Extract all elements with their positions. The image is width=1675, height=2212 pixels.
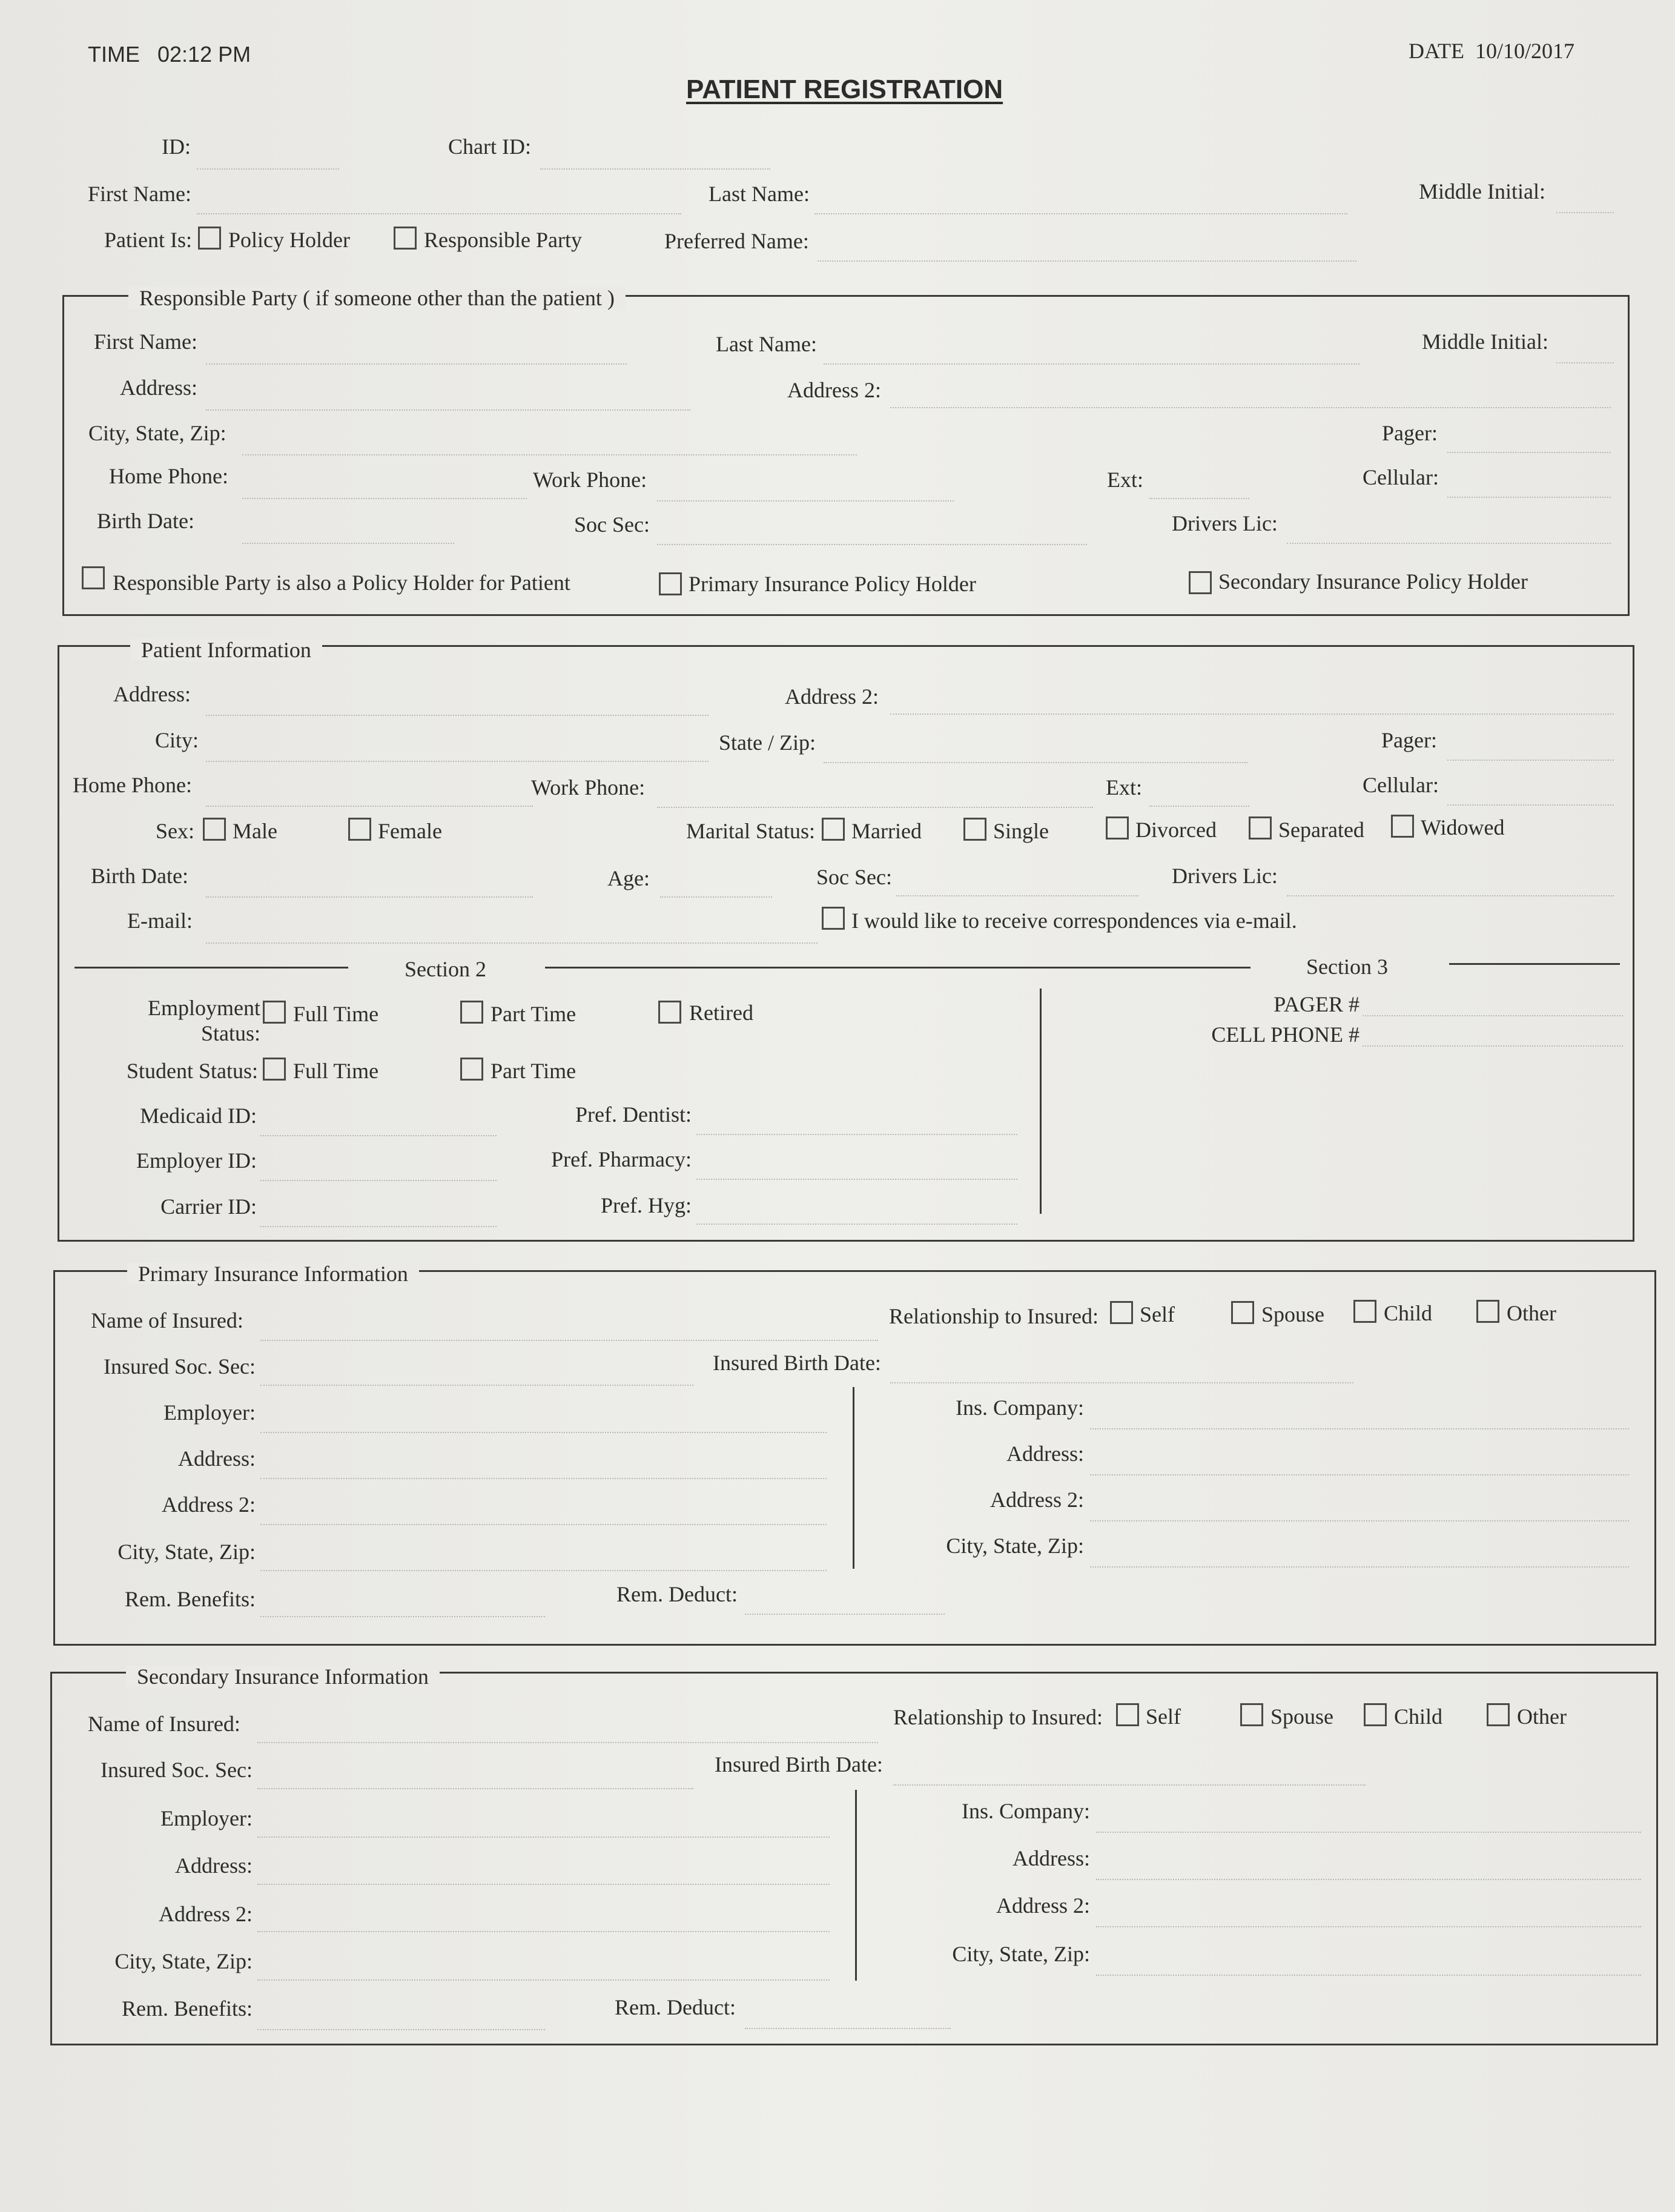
pt-cellular-label: Cellular:: [1363, 773, 1439, 797]
employment-retired-checkbox[interactable]: [658, 1001, 681, 1024]
pt-separated-label: Separated: [1278, 818, 1364, 842]
pi-rem-benefits-label: Rem. Benefits:: [125, 1587, 256, 1611]
pt-marital-status-label: Marital Status:: [686, 819, 815, 843]
pi-relationship-label: Relationship to Insured:: [889, 1304, 1098, 1328]
employment-part-time-checkbox[interactable]: [460, 1001, 483, 1024]
pi-name-of-insured-field[interactable]: [260, 1340, 878, 1341]
si-vertical-divider: [855, 1790, 857, 1981]
pi-insured-soc-sec-field[interactable]: [260, 1385, 693, 1386]
pi-employer-field[interactable]: [260, 1432, 827, 1433]
pt-birth-date-label: Birth Date:: [91, 864, 188, 888]
chart-id-label: Chart ID:: [448, 134, 531, 159]
si-name-of-insured-label: Name of Insured:: [88, 1712, 240, 1736]
pt-female-label: Female: [378, 819, 442, 843]
si-ins-city-state-zip-field[interactable]: [1096, 1975, 1641, 1976]
pt-city-field[interactable]: [206, 761, 709, 762]
si-child-label: Child: [1394, 1704, 1443, 1729]
pi-address-label: Address:: [178, 1446, 256, 1471]
si-other-label: Other: [1517, 1704, 1567, 1729]
employment-part-time-label: Part Time: [491, 1002, 577, 1026]
pi-city-state-zip-field[interactable]: [260, 1570, 827, 1571]
section-vertical-divider: [1040, 988, 1042, 1214]
pt-married-checkbox[interactable]: [822, 818, 845, 841]
first-name-label: First Name:: [88, 182, 191, 206]
si-address-label: Address:: [175, 1853, 253, 1878]
pt-address2-field[interactable]: [890, 714, 1614, 715]
si-ins-address2-field[interactable]: [1096, 1926, 1641, 1927]
pi-spouse-checkbox[interactable]: [1231, 1301, 1254, 1324]
si-ins-address-field[interactable]: [1096, 1879, 1641, 1880]
first-name-field[interactable]: [197, 213, 681, 214]
pt-email-opt-in-checkbox[interactable]: [822, 907, 845, 930]
pi-insured-birth-date-label: Insured Birth Date:: [713, 1351, 881, 1375]
pi-insured-birth-date-field[interactable]: [890, 1382, 1353, 1383]
pref-dentist-label: Pref. Dentist:: [575, 1102, 692, 1127]
primary-insurance-section: [53, 1270, 1656, 1646]
pt-soc-sec-field[interactable]: [896, 895, 1138, 896]
si-spouse-checkbox[interactable]: [1240, 1703, 1263, 1726]
rp-cellular-field[interactable]: [1447, 497, 1611, 498]
responsible-party-checkbox[interactable]: [394, 227, 417, 250]
rp-drivers-lic-field[interactable]: [1287, 543, 1611, 544]
preferred-name-field[interactable]: [818, 260, 1356, 262]
section3-heading: Section 3: [1306, 955, 1388, 979]
employment-status-label-1: Employment: [148, 996, 260, 1020]
pt-birth-date-field[interactable]: [206, 896, 533, 898]
pt-widowed-checkbox[interactable]: [1391, 815, 1414, 838]
rp-address-label: Address:: [120, 376, 197, 400]
pi-spouse-label: Spouse: [1261, 1302, 1325, 1326]
rp-pager-field[interactable]: [1447, 452, 1611, 453]
policy-holder-label: Policy Holder: [228, 228, 350, 252]
pi-self-label: Self: [1140, 1302, 1175, 1326]
rp-pager-label: Pager:: [1382, 421, 1438, 445]
pt-single-label: Single: [993, 819, 1049, 843]
pt-address-label: Address:: [113, 682, 191, 706]
pt-widowed-label: Widowed: [1421, 815, 1505, 839]
medicaid-id-field[interactable]: [260, 1135, 497, 1136]
pt-state-zip-label: State / Zip:: [719, 730, 816, 755]
pt-single-checkbox[interactable]: [963, 818, 986, 841]
pi-ins-city-state-zip-field[interactable]: [1090, 1566, 1629, 1568]
student-status-label: Student Status:: [126, 1059, 258, 1083]
student-part-time-checkbox[interactable]: [460, 1058, 483, 1081]
rp-last-name-field[interactable]: [824, 363, 1359, 365]
employment-full-time-label: Full Time: [293, 1002, 379, 1026]
student-part-time-label: Part Time: [491, 1059, 577, 1083]
si-spouse-label: Spouse: [1270, 1704, 1334, 1729]
pt-divorced-label: Divorced: [1135, 818, 1217, 842]
pt-email-opt-in-label: I would like to receive correspondences via e-mail.: [851, 909, 1297, 933]
rp-cellular-label: Cellular:: [1363, 465, 1439, 489]
pi-name-of-insured-label: Name of Insured:: [91, 1308, 243, 1333]
pager-hash-label: PAGER #: [1274, 992, 1359, 1016]
pi-self-checkbox[interactable]: [1110, 1301, 1133, 1324]
employment-full-time-checkbox[interactable]: [263, 1001, 286, 1024]
rp-city-state-zip-field[interactable]: [242, 454, 857, 455]
section2-divider-right: [545, 967, 1250, 969]
last-name-label: Last Name:: [709, 182, 810, 206]
si-rem-benefits-field[interactable]: [257, 2029, 545, 2030]
section2-divider-left: [74, 967, 348, 969]
si-rem-deduct-field[interactable]: [745, 2028, 951, 2029]
policy-holder-checkbox[interactable]: [198, 227, 221, 250]
carrier-id-label: Carrier ID:: [160, 1194, 257, 1219]
rp-primary-holder-checkbox[interactable]: [659, 572, 682, 595]
si-address-field[interactable]: [257, 1884, 830, 1885]
pi-ins-address2-label: Address 2:: [990, 1488, 1084, 1512]
id-label: ID:: [162, 134, 191, 159]
rp-soc-sec-field[interactable]: [657, 544, 1087, 545]
middle-initial-label: Middle Initial:: [1419, 179, 1545, 204]
pt-state-zip-field[interactable]: [824, 762, 1247, 763]
si-relationship-label: Relationship to Insured:: [893, 1705, 1103, 1729]
pt-home-phone-label: Home Phone:: [73, 773, 192, 797]
si-address2-field[interactable]: [257, 1931, 830, 1932]
pi-ins-company-label: Ins. Company:: [956, 1396, 1084, 1420]
date-value: 10/10/2017: [1475, 39, 1575, 63]
pref-dentist-field[interactable]: [696, 1134, 1017, 1135]
pi-city-state-zip-label: City, State, Zip:: [117, 1540, 256, 1564]
pt-cellular-field[interactable]: [1447, 804, 1614, 806]
rp-home-phone-label: Home Phone:: [109, 464, 228, 488]
pi-employer-label: Employer:: [164, 1400, 256, 1425]
pt-home-phone-field[interactable]: [206, 806, 533, 807]
employment-status-label-2: Status:: [200, 1021, 260, 1045]
rp-also-policy-holder-label: Responsible Party is also a Policy Holder for Patient: [113, 571, 570, 595]
employment-retired-label: Retired: [689, 1001, 753, 1025]
employer-id-field[interactable]: [260, 1180, 497, 1181]
student-full-time-label: Full Time: [293, 1059, 379, 1083]
rp-secondary-holder-label: Secondary Insurance Policy Holder: [1218, 569, 1528, 594]
pager-hash-field[interactable]: [1363, 1015, 1623, 1016]
si-employer-label: Employer:: [160, 1806, 253, 1830]
pi-address-field[interactable]: [260, 1478, 827, 1479]
rp-primary-holder-label: Primary Insurance Policy Holder: [689, 572, 976, 596]
carrier-id-field[interactable]: [260, 1226, 497, 1227]
si-insured-birth-date-label: Insured Birth Date:: [715, 1752, 883, 1777]
rp-work-phone-label: Work Phone:: [533, 468, 647, 492]
section2-heading: Section 2: [405, 957, 486, 981]
si-rem-benefits-label: Rem. Benefits:: [122, 1996, 253, 2021]
si-child-checkbox[interactable]: [1364, 1703, 1387, 1726]
pi-ins-city-state-zip-label: City, State, Zip:: [946, 1534, 1084, 1558]
responsible-party-label: Responsible Party: [424, 228, 582, 252]
patient-is-label: Patient Is:: [104, 228, 192, 252]
pt-address-field[interactable]: [206, 715, 709, 716]
pref-pharmacy-label: Pref. Pharmacy:: [551, 1147, 692, 1171]
si-city-state-zip-field[interactable]: [257, 1979, 830, 1981]
id-field[interactable]: [197, 168, 339, 170]
student-full-time-checkbox[interactable]: [263, 1058, 286, 1081]
cell-phone-hash-field[interactable]: [1363, 1045, 1623, 1047]
rp-middle-initial-field[interactable]: [1556, 362, 1614, 363]
pi-address2-field[interactable]: [260, 1524, 827, 1525]
pt-soc-sec-label: Soc Sec:: [816, 865, 892, 889]
patient-information-legend: Patient Information: [130, 639, 322, 661]
last-name-field[interactable]: [814, 213, 1347, 214]
pref-hyg-label: Pref. Hyg:: [601, 1193, 692, 1217]
pt-female-checkbox[interactable]: [348, 818, 371, 841]
pt-male-label: Male: [233, 819, 277, 843]
si-ins-company-label: Ins. Company:: [962, 1799, 1090, 1823]
si-employer-field[interactable]: [257, 1836, 830, 1838]
medicaid-id-label: Medicaid ID:: [140, 1104, 257, 1128]
rp-first-name-field[interactable]: [206, 363, 627, 365]
si-other-checkbox[interactable]: [1487, 1703, 1510, 1726]
rp-last-name-label: Last Name:: [716, 332, 817, 356]
pt-age-label: Age:: [607, 866, 650, 890]
si-insured-soc-sec-label: Insured Soc. Sec:: [101, 1758, 253, 1782]
si-ins-city-state-zip-label: City, State, Zip:: [952, 1942, 1090, 1966]
rp-secondary-holder-checkbox[interactable]: [1189, 571, 1212, 594]
pt-separated-checkbox[interactable]: [1249, 816, 1272, 839]
pi-vertical-divider: [853, 1387, 854, 1569]
rp-address2-field[interactable]: [890, 407, 1611, 408]
pt-work-phone-label: Work Phone:: [531, 775, 646, 800]
rp-home-phone-field[interactable]: [242, 498, 527, 499]
rp-ext-field[interactable]: [1149, 498, 1249, 499]
pt-ext-label: Ext:: [1106, 775, 1142, 800]
si-ins-address2-label: Address 2:: [996, 1893, 1090, 1918]
chart-id-field[interactable]: [540, 168, 770, 170]
si-ins-address-label: Address:: [1013, 1846, 1090, 1870]
rp-drivers-lic-label: Drivers Lic:: [1172, 511, 1278, 535]
pi-child-checkbox[interactable]: [1353, 1300, 1376, 1323]
rp-middle-initial-label: Middle Initial:: [1422, 329, 1548, 354]
rp-first-name-label: First Name:: [94, 329, 197, 354]
pt-city-label: City:: [155, 728, 199, 752]
pi-ins-company-field[interactable]: [1090, 1428, 1629, 1429]
pt-drivers-lic-field[interactable]: [1287, 895, 1614, 896]
pt-age-field[interactable]: [660, 896, 772, 898]
pi-address2-label: Address 2:: [162, 1492, 256, 1517]
pi-rem-deduct-label: Rem. Deduct:: [616, 1582, 738, 1606]
pt-email-label: E-mail:: [127, 909, 193, 933]
rp-work-phone-field[interactable]: [657, 500, 954, 502]
pt-ext-field[interactable]: [1149, 806, 1249, 807]
si-insured-soc-sec-field[interactable]: [257, 1788, 693, 1789]
employer-id-label: Employer ID:: [136, 1148, 257, 1173]
date-label: DATE: [1409, 39, 1464, 63]
rp-birth-date-field[interactable]: [242, 543, 454, 544]
rp-also-policy-holder-checkbox[interactable]: [82, 566, 105, 589]
rp-address-field[interactable]: [206, 409, 690, 411]
si-rem-deduct-label: Rem. Deduct:: [615, 1995, 736, 2019]
cell-phone-hash-label: CELL PHONE #: [1211, 1022, 1359, 1047]
page-title: PATIENT REGISTRATION: [686, 75, 1003, 104]
pt-pager-label: Pager:: [1381, 728, 1437, 752]
si-address2-label: Address 2:: [159, 1902, 253, 1926]
pi-other-label: Other: [1507, 1301, 1556, 1325]
section3-divider: [1449, 963, 1620, 965]
pt-email-field[interactable]: [206, 942, 818, 944]
pt-pager-field[interactable]: [1447, 760, 1614, 761]
time-label: TIME: [88, 42, 140, 67]
pi-ins-address-field[interactable]: [1090, 1474, 1629, 1475]
pt-address2-label: Address 2:: [785, 684, 879, 709]
pt-married-label: Married: [851, 819, 922, 843]
time-value: 02:12 PM: [157, 42, 251, 67]
pi-ins-address-label: Address:: [1006, 1442, 1084, 1466]
preferred-name-label: Preferred Name:: [664, 229, 809, 253]
pi-insured-soc-sec-label: Insured Soc. Sec:: [104, 1354, 256, 1379]
pi-ins-address2-field[interactable]: [1090, 1520, 1629, 1522]
pi-rem-benefits-field[interactable]: [260, 1616, 545, 1617]
rp-ext-label: Ext:: [1107, 468, 1143, 492]
pi-child-label: Child: [1384, 1301, 1433, 1325]
pt-male-checkbox[interactable]: [203, 818, 226, 841]
rp-address2-label: Address 2:: [787, 378, 881, 402]
pt-work-phone-field[interactable]: [657, 807, 1093, 808]
pref-pharmacy-field[interactable]: [696, 1179, 1017, 1180]
pt-sex-label: Sex:: [156, 819, 195, 843]
rp-birth-date-label: Birth Date:: [97, 509, 194, 533]
pi-other-checkbox[interactable]: [1476, 1300, 1499, 1323]
responsible-party-legend: Responsible Party ( if someone other than the patient ): [128, 287, 626, 309]
middle-initial-field[interactable]: [1556, 212, 1614, 213]
si-self-label: Self: [1146, 1704, 1181, 1729]
responsible-party-section: [62, 295, 1630, 616]
rp-city-state-zip-label: City, State, Zip:: [88, 421, 226, 445]
si-insured-birth-date-field[interactable]: [893, 1784, 1366, 1786]
pref-hyg-field[interactable]: [696, 1224, 1017, 1225]
primary-insurance-legend: Primary Insurance Information: [127, 1263, 419, 1285]
si-city-state-zip-label: City, State, Zip:: [114, 1949, 253, 1973]
si-ins-company-field[interactable]: [1096, 1832, 1641, 1833]
si-self-checkbox[interactable]: [1116, 1703, 1139, 1726]
pt-drivers-lic-label: Drivers Lic:: [1172, 864, 1278, 888]
rp-soc-sec-label: Soc Sec:: [574, 512, 650, 537]
pt-divorced-checkbox[interactable]: [1106, 816, 1129, 839]
pi-rem-deduct-field[interactable]: [745, 1614, 945, 1615]
secondary-insurance-legend: Secondary Insurance Information: [126, 1666, 440, 1687]
si-name-of-insured-field[interactable]: [257, 1742, 878, 1743]
